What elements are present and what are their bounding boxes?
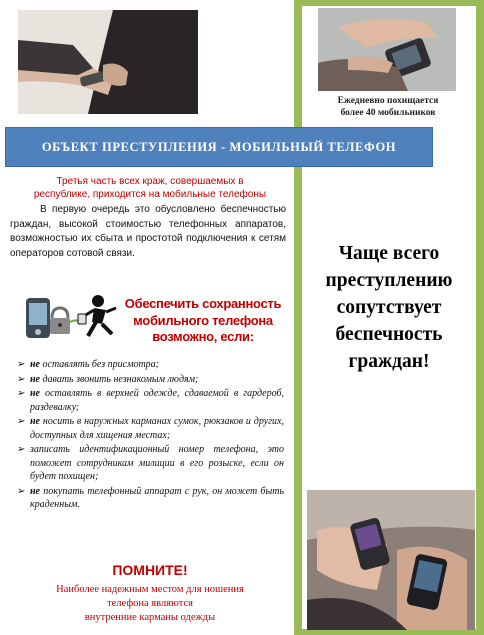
hands-phone-illustration — [318, 8, 456, 91]
quote-line: граждан! — [348, 351, 430, 372]
heading-line: мобильного телефона — [133, 312, 273, 328]
safety-rules-list — [17, 358, 284, 513]
quote-line: сопутствует — [336, 297, 442, 318]
intro-paragraph: В первую очередь это обусловлено беспечностью граждан, высокой стоимостью телефонных аппаратов, возможностью их сбыта и простотой подключения к сетям операторов сотовой связи. — [10, 204, 286, 259]
remember-heading: ПОМНИТЕ! — [112, 562, 188, 578]
footer-line: внутренние карманы одежды — [84, 612, 216, 623]
arrow-bullet-icon: ➢ — [17, 485, 26, 497]
list-item: ➢ не носить в наружных карманах сумок, рюкзаков и других, доступных для хищения местах; — [17, 416, 284, 441]
pickpocket-illustration — [18, 10, 198, 114]
list-item: ➢ не покупать телефонный аппарат с рук, он может быть краденным. — [17, 485, 284, 510]
photo-caption — [308, 95, 468, 119]
side-quote — [306, 240, 472, 375]
phone-icon — [26, 298, 50, 338]
intro-line: республике, приходится на мобильные телефоны — [33, 188, 267, 200]
arrow-bullet-icon: ➢ — [17, 388, 26, 399]
heading-line: возможно, если: — [152, 329, 254, 344]
list-item: ➢ не оставлять без присмотра; — [17, 359, 160, 370]
quote-line: Чаще всего — [338, 243, 440, 264]
caption-line: Ежедневно похищается — [337, 96, 439, 106]
footer-line: телефона являются — [107, 598, 193, 609]
photo-phones-in-hands — [307, 490, 475, 630]
photo-pickpocket — [18, 10, 198, 114]
title-banner — [5, 127, 433, 167]
banner-title: ОБЪЕКТ ПРЕСТУПЛЕНИЯ - МОБИЛЬНЫЙ ТЕЛЕФОН — [41, 139, 397, 154]
running-thief-icon — [78, 295, 116, 336]
quote-line: преступлению — [325, 270, 453, 291]
arrow-bullet-icon: ➢ — [17, 373, 26, 385]
photo-hands-phone — [318, 8, 456, 91]
theft-icon-group — [20, 292, 120, 346]
arrow-bullet-icon: ➢ — [17, 359, 26, 370]
quote-line: беспечность — [335, 324, 443, 345]
footer-line: Наиболее надежным местом для ношения — [56, 584, 244, 595]
list-item: ➢ не давать звонить незнакомым людям; — [17, 373, 199, 385]
arrow-bullet-icon: ➢ — [17, 444, 26, 455]
list-item: ➢ записать идентификационный номер телефона, это поможет сотрудникам милиции в его розыске, если он будет похищен; — [17, 444, 284, 482]
safety-heading — [112, 296, 294, 346]
heading-line: Обеспечить сохранность — [124, 296, 282, 311]
list-item: ➢ не оставлять в верхней одежде, сдаваемой в гардероб, раздевалку; — [17, 388, 284, 413]
padlock-icon — [50, 308, 70, 334]
caption-line: более 40 мобильников — [340, 108, 436, 118]
intro-line: Третья часть всех краж, совершаемых в — [56, 176, 244, 187]
arrow-bullet-icon: ➢ — [17, 416, 26, 427]
phones-illustration — [307, 490, 475, 630]
phone-lock-thief-illustration — [20, 292, 120, 346]
footer-note — [8, 583, 292, 625]
intro-red-text — [8, 176, 292, 201]
